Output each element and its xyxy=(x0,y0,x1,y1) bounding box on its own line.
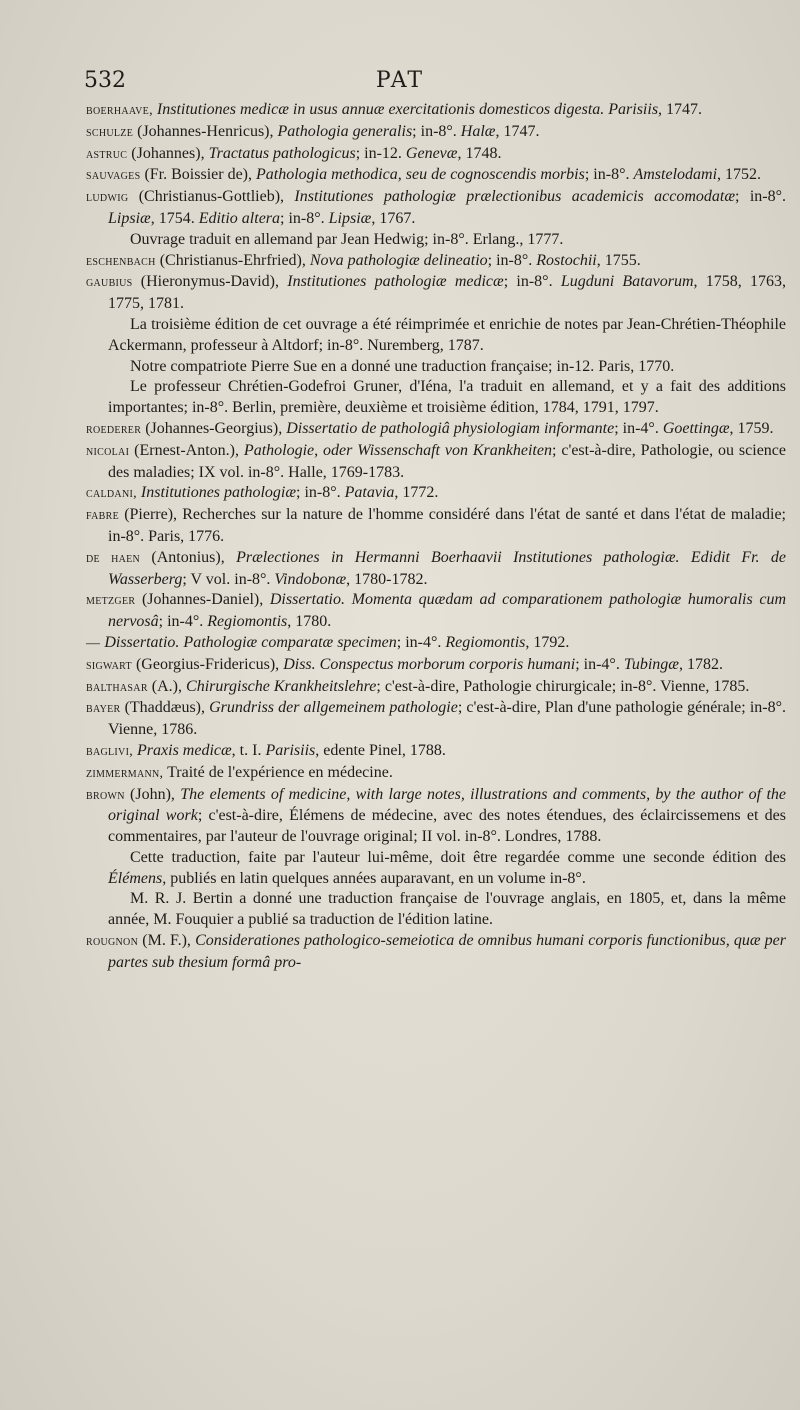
entry-author: nicolai xyxy=(86,443,130,459)
entry-text: (Christianus-Gottlieb), Institutiones pathologiæ prælectionibus academicis accomodatæ; in-8°. Lipsiæ, 1754. Editio altera; in-8°. Lipsiæ, 1767. xyxy=(108,188,787,227)
entry-text: (John), The elements of medicine, with large notes, illustrations and comments, by the author of the original work; c'est-à-dire, Élémens de médecine, avec des notes étendues, des éclaircissemens et des commentaires, par l'auteur de l'ouvrage original; II vol. in-8°. Londres, 1788. xyxy=(108,785,787,846)
entry-text: Notre compatriote Pierre Sue en a donné une traduction française; in-12. Paris, 1770. xyxy=(130,357,675,375)
entry-text: Praxis medicæ, t. I. Parisiis, edente Pinel, 1788. xyxy=(137,741,446,759)
bibliography-text xyxy=(86,100,786,974)
entry-author: ludwig xyxy=(86,190,129,206)
entry-text: (Thaddæus), Grundriss der allgemeinem pathologie; c'est-à-dire, Plan d'une pathologie générale; in-8°. Vienne, 1786. xyxy=(108,699,787,739)
entry-author: metzger xyxy=(86,593,136,609)
bibliography-entry xyxy=(86,590,786,633)
entry-author: bayer xyxy=(86,701,121,717)
entry-author: — xyxy=(86,635,101,651)
entry-note xyxy=(86,357,786,378)
entry-author: caldani, xyxy=(86,486,137,502)
entry-text: Institutiones pathologiæ; in-8°. Patavia, 1772. xyxy=(140,484,439,502)
entry-text: (Johannes-Henricus), Pathologia generalis; in-8°. Halæ, 1747. xyxy=(133,122,540,140)
entry-text: Institutiones medicæ in usus annuæ exercitationis domesticos digesta. Parisiis, 1747. xyxy=(156,101,703,118)
bibliography-entry xyxy=(86,741,786,763)
entry-author: astruc xyxy=(86,146,128,162)
bibliography-entry xyxy=(86,633,786,655)
entry-author: schulze xyxy=(86,124,134,140)
bibliography-entry xyxy=(86,785,786,848)
entry-author: baglivi, xyxy=(86,743,134,759)
entry-text: Dissertatio. Pathologiæ comparatæ specimen; in-4°. Regiomontis, 1792. xyxy=(104,633,570,651)
entry-author: gaubius xyxy=(86,275,133,291)
entry-note xyxy=(86,889,786,931)
bibliography-entry xyxy=(86,272,786,315)
entry-author: sigwart xyxy=(86,657,132,673)
bibliography-entry xyxy=(86,165,786,187)
entry-text: (Hieronymus-David), Institutiones pathologiæ medicæ; in-8°. Lugduni Batavorum, 1758, 1763, 1775, 1781. xyxy=(108,273,786,313)
entry-author: sauvages xyxy=(86,168,141,184)
entry-text: (Johannes-Daniel), Dissertatio. Momenta quædam ad comparationem pathologiæ humoralis cum nervosâ; in-4°. Regiomontis, 1780. xyxy=(108,591,787,631)
bibliography-entry xyxy=(86,100,786,122)
entry-text: Ouvrage traduit en allemand par Jean Hedwig; in-8°. Erlang., 1777. xyxy=(130,230,564,248)
bibliography-entry xyxy=(86,483,786,505)
entry-author: de haen xyxy=(86,550,141,566)
bibliography-entry xyxy=(86,187,786,230)
entry-note xyxy=(86,315,786,357)
running-head: PAT xyxy=(375,68,425,93)
entry-text: (Fr. Boissier de), Pathologia methodica, seu de cognoscendis morbis; in-8°. Amstelodami, 1752. xyxy=(140,166,762,184)
bibliography-entry xyxy=(86,441,786,484)
entry-text: Cette traduction, faite par l'auteur lui-même, doit être regardée comme une seconde édition des Élémens, publiés en latin quelques années auparavant, en un volume in-8°. xyxy=(108,848,786,887)
entry-author: boerhaave, xyxy=(86,103,153,118)
entry-text: (Johannes-Georgius), Dissertatio de pathologiâ physiologiam informante; in-4°. Goettingæ, 1759. xyxy=(141,419,774,437)
entry-text: (A.), Chirurgische Krankheitslehre; c'est-à-dire, Pathologie chirurgicale; in-8°. Vienne, 1785. xyxy=(147,677,750,695)
entry-text: (Georgius-Fridericus), Diss. Conspectus morborum corporis humani; in-4°. Tubingæ, 1782. xyxy=(131,655,723,673)
entry-author: eschenbach xyxy=(86,253,156,269)
bibliography-entry xyxy=(86,251,786,273)
bibliography-entry xyxy=(86,419,786,441)
entry-text: Le professeur Chrétien-Godefroi Gruner, d'Iéna, l'a traduit en allemand, et y a fait des additions importantes; in-8°. Berlin, première, deuxième et troisième édition, 1784, 1791, 1797. xyxy=(108,378,786,417)
bibliography-entry xyxy=(86,763,786,785)
bibliography-entry xyxy=(86,505,786,548)
page-header xyxy=(84,68,716,102)
entry-text: M. R. J. Bertin a donné une traduction française de l'ouvrage anglais, en 1805, et, dans la même année, M. Fouquier a publié sa traduction de l'édition latine. xyxy=(108,890,786,929)
entry-note xyxy=(86,848,786,890)
entry-text: (Johannes), Tractatus pathologicus; in-12. Genevæ, 1748. xyxy=(127,144,502,162)
entry-author: roederer xyxy=(86,421,142,437)
bibliography-entry xyxy=(86,677,786,699)
entry-text: (Pierre), Recherches sur la nature de l'homme considéré dans l'état de santé et dans l'état de maladie; in-8°. Paris, 1776. xyxy=(108,506,786,545)
entry-author: zimmermann, xyxy=(86,765,164,781)
entry-author: balthasar xyxy=(86,679,148,695)
entry-text: (M. F.), Considerationes pathologico-semeiotica de omnibus humani corporis functionibus, quæ per partes sub thesium formâ pro- xyxy=(108,932,786,971)
bibliography-entry xyxy=(86,548,786,591)
bibliography-entry xyxy=(86,698,786,741)
entry-author: fabre xyxy=(86,508,119,524)
bibliography-entry xyxy=(86,931,786,974)
entry-note xyxy=(86,230,786,251)
entry-text: (Ernest-Anton.), Pathologie, oder Wissenschaft von Krankheiten; c'est-à-dire, Pathologie, ou science des maladies; IX vol. in-8°. Halle, 1769-1783. xyxy=(108,441,786,481)
bibliography-entry xyxy=(86,655,786,677)
entry-text: (Antonius), Prælectiones in Hermanni Boerhaavii Institutiones pathologiæ. Edidit Fr. de Wasserberg; V vol. in-8°. Vindobonæ, 1780-1782. xyxy=(108,548,786,588)
entry-text: (Christianus-Ehrfried), Nova pathologiæ delineatio; in-8°. Rostochii, 1755. xyxy=(155,251,641,269)
entry-text: Traité de l'expérience en médecine. xyxy=(163,763,393,781)
bibliography-entry xyxy=(86,144,786,166)
entry-note xyxy=(86,377,786,419)
bibliography-entry xyxy=(86,122,786,144)
page-number: 532 xyxy=(84,68,126,93)
entry-author: rougnon xyxy=(86,934,139,950)
entry-text: La troisième édition de cet ouvrage a été réimprimée et enrichie de notes par Jean-Chrétien-Théophile Ackermann, professeur à Altdorf; in-8°. Nuremberg, 1787. xyxy=(108,315,786,354)
entry-author: brown xyxy=(86,787,125,803)
